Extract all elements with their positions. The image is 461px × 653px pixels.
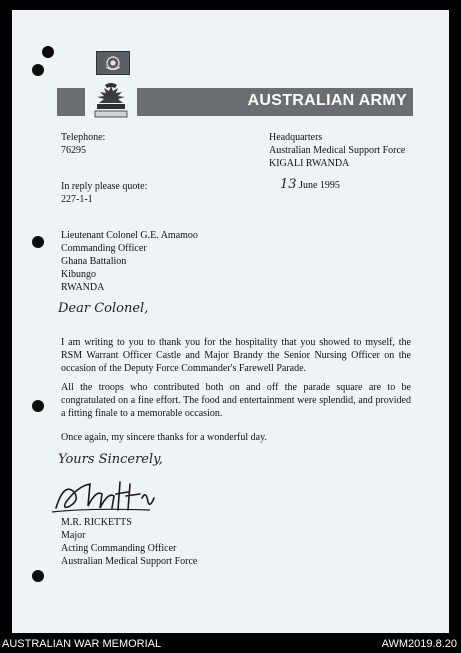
hq-line-3: KIGALI RWANDA bbox=[269, 158, 350, 169]
footer-right: AWM2019.8.20 bbox=[381, 638, 457, 650]
punch-hole bbox=[32, 400, 44, 412]
date-month-year: June 1995 bbox=[299, 180, 340, 191]
letterhead-strip bbox=[57, 88, 85, 116]
punch-hole bbox=[32, 64, 44, 76]
recipient-line-3: Ghana Battalion bbox=[61, 256, 127, 267]
letter-date bbox=[280, 178, 340, 192]
body-paragraph-3: Once again, my sincere thanks for a wonderful day. bbox=[61, 432, 267, 443]
army-crest-icon bbox=[85, 82, 137, 122]
signatory-title: Acting Commanding Officer bbox=[61, 543, 177, 554]
recipient-line-2: Commanding Officer bbox=[61, 243, 147, 254]
footer-left: AUSTRALIAN WAR MEMORIAL bbox=[2, 638, 162, 650]
recipient-line-4: Kibungo bbox=[61, 269, 96, 280]
un-flag-icon bbox=[96, 51, 130, 75]
recipient-line-5: RWANDA bbox=[61, 282, 105, 293]
letterhead-bar bbox=[57, 88, 413, 116]
signatory-name: M.R. RICKETTS bbox=[61, 517, 132, 528]
letter-page bbox=[12, 10, 449, 633]
telephone-label: Telephone: bbox=[61, 132, 106, 143]
reply-ref: 227-1-1 bbox=[61, 194, 93, 205]
body-paragraph-2: All the troops who contributed both on and off the parade square are to be congratulated on a fine effort. The food and entertainment were splendid, and provided a fitting finale to a memorable occasion. bbox=[61, 382, 411, 419]
hq-line-2: Australian Medical Support Force bbox=[269, 145, 406, 156]
letterhead-title-strip bbox=[137, 88, 413, 116]
recipient-line-1: Lieutenant Colonel G.E. Amamoo bbox=[61, 230, 198, 241]
punch-hole bbox=[32, 236, 44, 248]
date-day-handwritten: 13 bbox=[280, 177, 297, 192]
punch-hole bbox=[42, 46, 54, 58]
closing: Yours Sincerely, bbox=[58, 452, 163, 467]
letterhead-title: AUSTRALIAN ARMY bbox=[247, 92, 407, 109]
salutation: Dear Colonel, bbox=[58, 301, 149, 316]
hq-line-1: Headquarters bbox=[269, 132, 323, 143]
reply-label: In reply please quote: bbox=[61, 181, 148, 192]
signature-icon bbox=[50, 472, 160, 514]
punch-hole bbox=[32, 570, 44, 582]
signatory-rank: Major bbox=[61, 530, 86, 541]
telephone-number: 76295 bbox=[61, 145, 86, 156]
body-paragraph-1: I am writing to you to thank you for the hospitality that you showed to myself, the RSM Warrant Officer Castle and Major Brandy the Senior Nursing Officer on the occasion of the Deputy Force Commander's Farewell Parade. bbox=[61, 337, 411, 374]
signatory-unit: Australian Medical Support Force bbox=[61, 556, 198, 567]
